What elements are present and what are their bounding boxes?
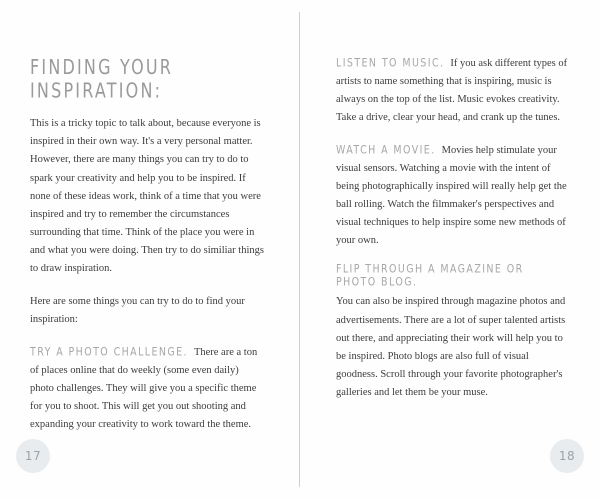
- section-heading: LISTEN TO MUSIC.: [336, 56, 445, 70]
- section-text: You can also be inspired through magazine photos and advertisements. There are a lot of super talented artists out there, and appreciating their work will help you to be inspired. Photo blogs are also full of visual goodness. Scroll through your favorite photographer's galleries and let them be your muse.: [336, 296, 566, 398]
- section-heading: WATCH A MOVIE.: [336, 143, 436, 158]
- page-number-right: 18: [550, 439, 584, 473]
- section-heading: TRY A PHOTO CHALLENGE.: [30, 345, 188, 359]
- section-text: Movies help stimulate your visual sensors. Watching a movie with the intent of being photographically inspired will really help get the ball rolling. Watch the filmmaker's perspectives and visual techniques to help inspire some new methods of your own.: [336, 145, 567, 247]
- section-text: If you ask different types of artists to name something that is inspiring, music is always on the top of the list. Music evokes creativity. Take a drive, clear your head, and crank up the tunes.: [336, 58, 568, 124]
- section-heading: FLIP THROUGH A MAGAZINE OR PHOTO BLOG.: [336, 263, 524, 290]
- section-body: [30, 344, 264, 434]
- section-listen-to-music: [336, 55, 570, 127]
- section-text: There are a ton of places online that do weekly (some even daily) photo challenges. They will give you a specific theme for you to shoot. This will get you out shooting and expanding your creativity to work toward the theme.: [30, 346, 258, 431]
- page-number-left: 17: [16, 439, 50, 473]
- page-title: FINDING YOUR INSPIRATION:: [30, 55, 174, 103]
- section-flip-through-magazine: [336, 265, 570, 401]
- section-body: [336, 142, 570, 250]
- section-photo-challenge: [30, 344, 264, 434]
- intro-paragraph-2: Here are some things you can try to do to find your inspiration:: [30, 295, 245, 325]
- section-body: [336, 55, 570, 127]
- right-page: [300, 0, 600, 499]
- section-watch-a-movie: [336, 142, 570, 250]
- intro-paragraph-1: This is a tricky topic to talk about, because everyone is inspired in their own way. It's a very personal matter. However, there are many things you can try to do to spark your creativity and help you to be inspired. If none of these ideas work, think of a time that you were inspired and try to remember the circumstances surrounding that time. Think of the place you were in and what you were doing. Then try to do similiar things to draw inspiration.: [30, 118, 264, 274]
- section-heading-block: [336, 265, 570, 289]
